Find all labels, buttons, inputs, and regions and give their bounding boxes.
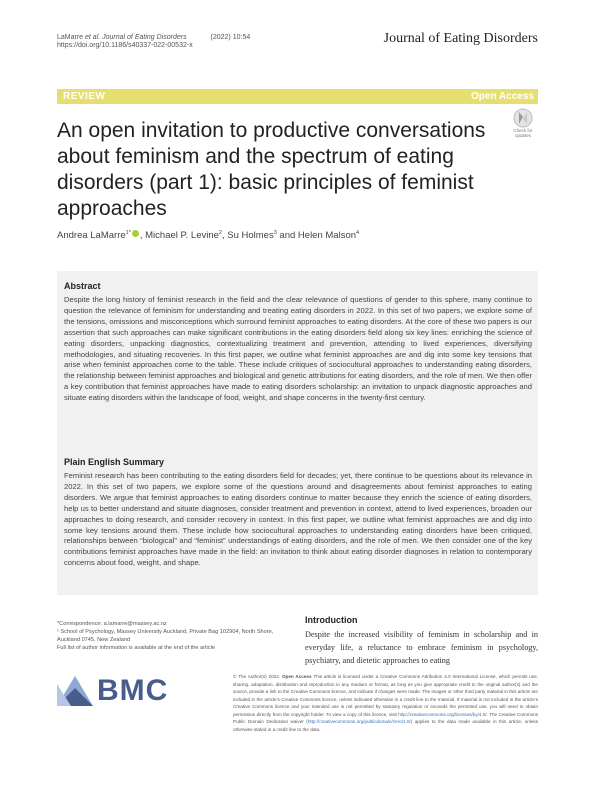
author-affiliation: 4 [356, 230, 360, 236]
article-type-banner [57, 89, 538, 104]
check-updates-line1: Check for [513, 128, 533, 133]
author-name[interactable]: Andrea LaMarre [57, 230, 126, 242]
citation-year: (2022) 10:54 [210, 34, 251, 41]
abstract-body: Despite the long history of feminist research in the field and the clear relevance of questions of gender to this sphere, many continue to question the relevance of feminism for understanding and treating eating disorders in 2022. In this set of two papers, we explore some of the tensions, omissions and misconceptions which surround feminist approaches to eating disorders. At the core of these two papers is our assertion that such approaches can make significant contributions in the eating disorders field along six key lines: enriching the science of eating disorders, unpacking diagnostics, contextualizing treatment and prevention, attending to lived experiences, diversifying methodologies, and situating recoveries. In this first paper, we outline what feminist approaches are and dig into some key tensions that arise when feminist approaches come to the table. These include critiques of sociocultural approaches to understanding eating disorders, the relationship between feminist approaches and biological and genetic attributions for eating disorders, and the role of men. We then offer a key contribution that feminist approaches have made to eating disorders scholarship: an invitation to unpack diagnostic approaches and situate eating disorders within the landscape of food, weight, and shape concerns in the twenty-first century. [64, 295, 532, 403]
article-type-label: REVIEW [63, 91, 106, 102]
check-updates-line2: updates [514, 133, 531, 138]
author-name[interactable]: Helen Malson [297, 230, 357, 242]
check-updates-icon [513, 108, 533, 128]
journal-name: Journal of Eating Disorders [383, 31, 538, 46]
introduction-body: Despite the increased visibility of feminism in scholarship and in everyday life, a reluctance to embrace feminism in psychology, psychiatry, and dietetic approaches to eating [305, 630, 538, 665]
license-text: © The Author(s) 2022. Open Access This article is licensed under a Creative Commons Attribution 4.0 International License, which permits use, sharing, adaptation, distribution and reproduction in any medium or format, as long as you give appropriate credit to the original author(s) and the source, provide a link to the Creative Commons licence, and indicate if changes were made. The images or other third party material in this article are included in the article’s Creative Commons licence, unless indicated otherwise in a credit line to the material. If material is not included in the article’s Creative Commons licence and your intended use is not permitted by statutory regulation or exceeds the permitted use, you will need to obtain permission directly from the copyright holder. To view a copy of this licence, visit http://creativecommons.org/licenses/by/4.0/. The Creative Commons Public Domain Dedication waiver (http://creativecommons.org/publicdomain/zero/1.0/) applies to the data made available in this article, unless otherwise stated in a credit line to the data. [233, 674, 538, 732]
plain-english-body: Feminist research has been contributing to the eating disorders field for decades; yet, there continue to be questions about its relevance in 2022. In this set of two papers, we explore some of the questions around and disagreements about feminist approaches to eating disorders. We argue that feminist approaches to eating disorders continue to matter because they enrich the science of eating disorders, help us to better understand and situate diagnoses, consider treatment and prevention in context, attend to lived experiences, broaden our approaches to doing research, and consider recovery in context. In this first paper, we outline what feminist approaches are and dig into some key tensions around them. These include how sociocultural approaches to understanding eating disorders have been critiqued, relationships between “biological” and “feminist” understandings of eating disorders, and the role of men. We then consider one of the key contributions feminist approaches have made in the field: an invitation to think about eating disorder diagnoses in relation to contemporary concerns about food, weight, and shape. [64, 471, 532, 568]
author-name[interactable]: Michael P. Levine [145, 230, 219, 242]
author-name[interactable]: Su Holmes [227, 230, 274, 242]
author-list: Andrea LaMarre$^{1*}$ , Michael P. Levine$^2$, Su Holmes$^3$ and Helen Malson$^4$ [57, 230, 360, 242]
introduction-heading: Introduction [305, 615, 358, 625]
citation-authors: LaMarre [57, 34, 86, 41]
license-link[interactable]: http://creativecommons.org/licenses/by/4.0/ [398, 711, 487, 717]
citation-line [57, 33, 250, 42]
author-affiliation: 1* [125, 230, 131, 236]
author-affiliation: 2 [218, 230, 222, 236]
publisher-logo-text: BMC [97, 674, 169, 707]
abstract-heading: Abstract [64, 281, 101, 291]
correspondence-affiliation: ¹ School of Psychology, Massey University Auckland, Private Bag 102904, North Shore, Auckland 0745, New Zealand [57, 629, 274, 643]
check-for-updates-badge[interactable] [508, 108, 538, 142]
citation-journal: et al. Journal of Eating Disorders [85, 34, 187, 41]
public-domain-link[interactable]: http://creativecommons.org/publicdomain/zero/1.0/ [307, 719, 411, 724]
plain-english-heading: Plain English Summary [64, 457, 165, 467]
author-info-note: Full list of author information is available at the end of the article [57, 645, 215, 651]
orcid-icon[interactable] [132, 230, 139, 237]
doi-link[interactable]: https://doi.org/10.1186/s40337-022-00532-x [57, 42, 193, 49]
correspondence-note [57, 620, 292, 652]
author-affiliation: 3 [273, 230, 277, 236]
bmc-logo-icon [57, 676, 93, 706]
open-access-label: Open Access [471, 91, 534, 102]
article-title: An open invitation to productive conversations about feminism and the spectrum of eating disorders (part 1): basic principles of feminist approaches [57, 119, 486, 220]
correspondence-email[interactable]: *Correspondence: a.lamarre@massey.ac.nz [57, 621, 167, 627]
